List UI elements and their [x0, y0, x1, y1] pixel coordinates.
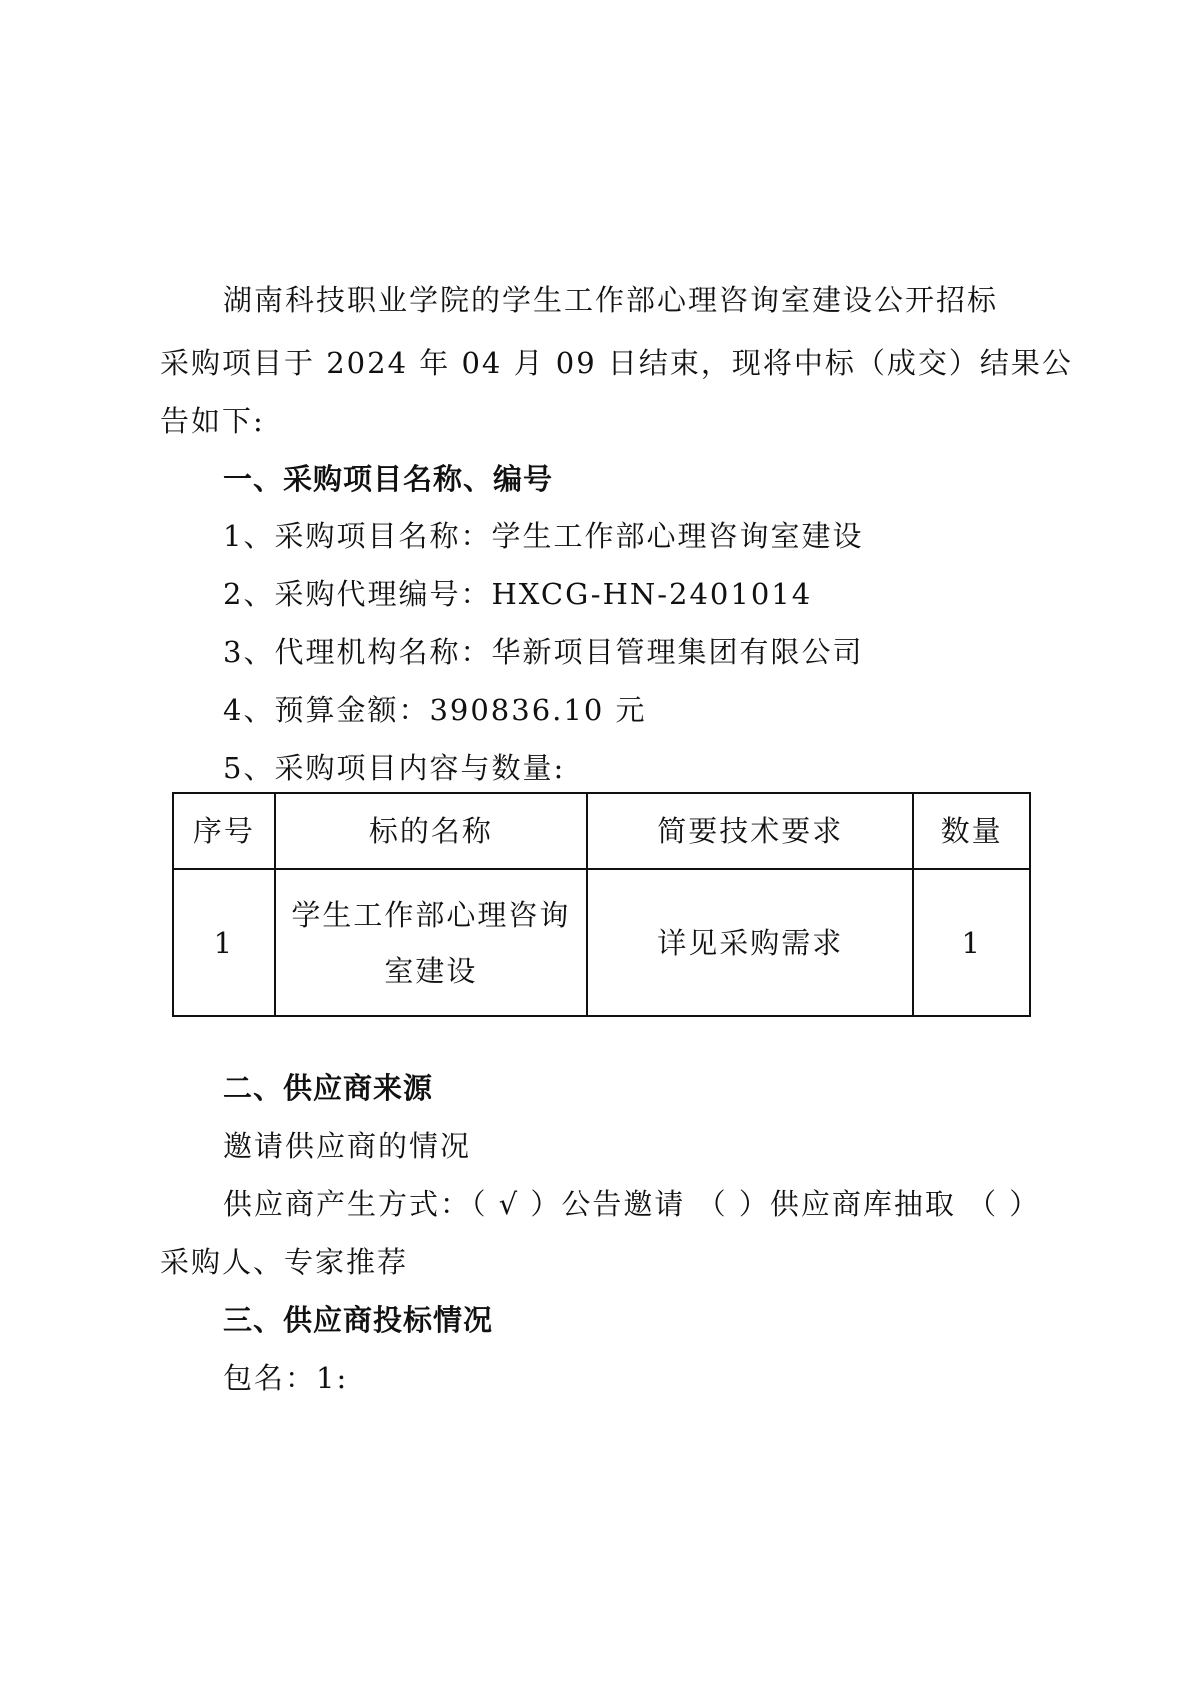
section-1-item-1: 1、采购项目名称：学生工作部心理咨询室建设: [223, 519, 864, 553]
section-1-item-2: 2、采购代理编号：HXCG-HN-2401014: [223, 577, 813, 611]
table-cell: 学生工作部心理咨询室建设: [275, 869, 587, 1016]
section-3-heading: 三、供应商投标情况: [223, 1303, 494, 1337]
section-2-line-2: 供应商产生方式：（ √ ）公告邀请 （ ）供应商库抽取 （ ）: [223, 1187, 1041, 1221]
table-header-cell: 简要技术要求: [587, 793, 913, 869]
table-header-cell: 数量: [913, 793, 1030, 869]
section-1-item-3: 3、代理机构名称：华新项目管理集团有限公司: [223, 635, 864, 669]
table-row: [173, 869, 1030, 1016]
table-cell: 1: [913, 869, 1030, 1016]
intro-line-2: 采购项目于 2024 年 04 月 09 日结束，现将中标（成交）结果公: [160, 346, 1073, 380]
section-1-item-5: 5、采购项目内容与数量:: [223, 751, 566, 785]
section-1-heading: 一、采购项目名称、编号: [223, 462, 554, 496]
intro-line-1: 湖南科技职业学院的学生工作部心理咨询室建设公开招标: [223, 283, 999, 317]
table-header-cell: 序号: [173, 793, 275, 869]
table-cell: 详见采购需求: [587, 869, 913, 1016]
section-2-line-1: 邀请供应商的情况: [223, 1129, 472, 1163]
procurement-items-table: [172, 792, 1031, 1017]
section-3-line-1: 包名：1:: [223, 1361, 349, 1395]
intro-line-3: 告如下:: [160, 404, 265, 438]
table-cell: 1: [173, 869, 275, 1016]
table-header-cell: 标的名称: [275, 793, 587, 869]
section-2-heading: 二、供应商来源: [223, 1071, 434, 1105]
table-header-row: [173, 793, 1030, 869]
section-1-item-4: 4、预算金额：390836.10 元: [223, 693, 647, 727]
section-2-line-3: 采购人、专家推荐: [160, 1245, 409, 1279]
